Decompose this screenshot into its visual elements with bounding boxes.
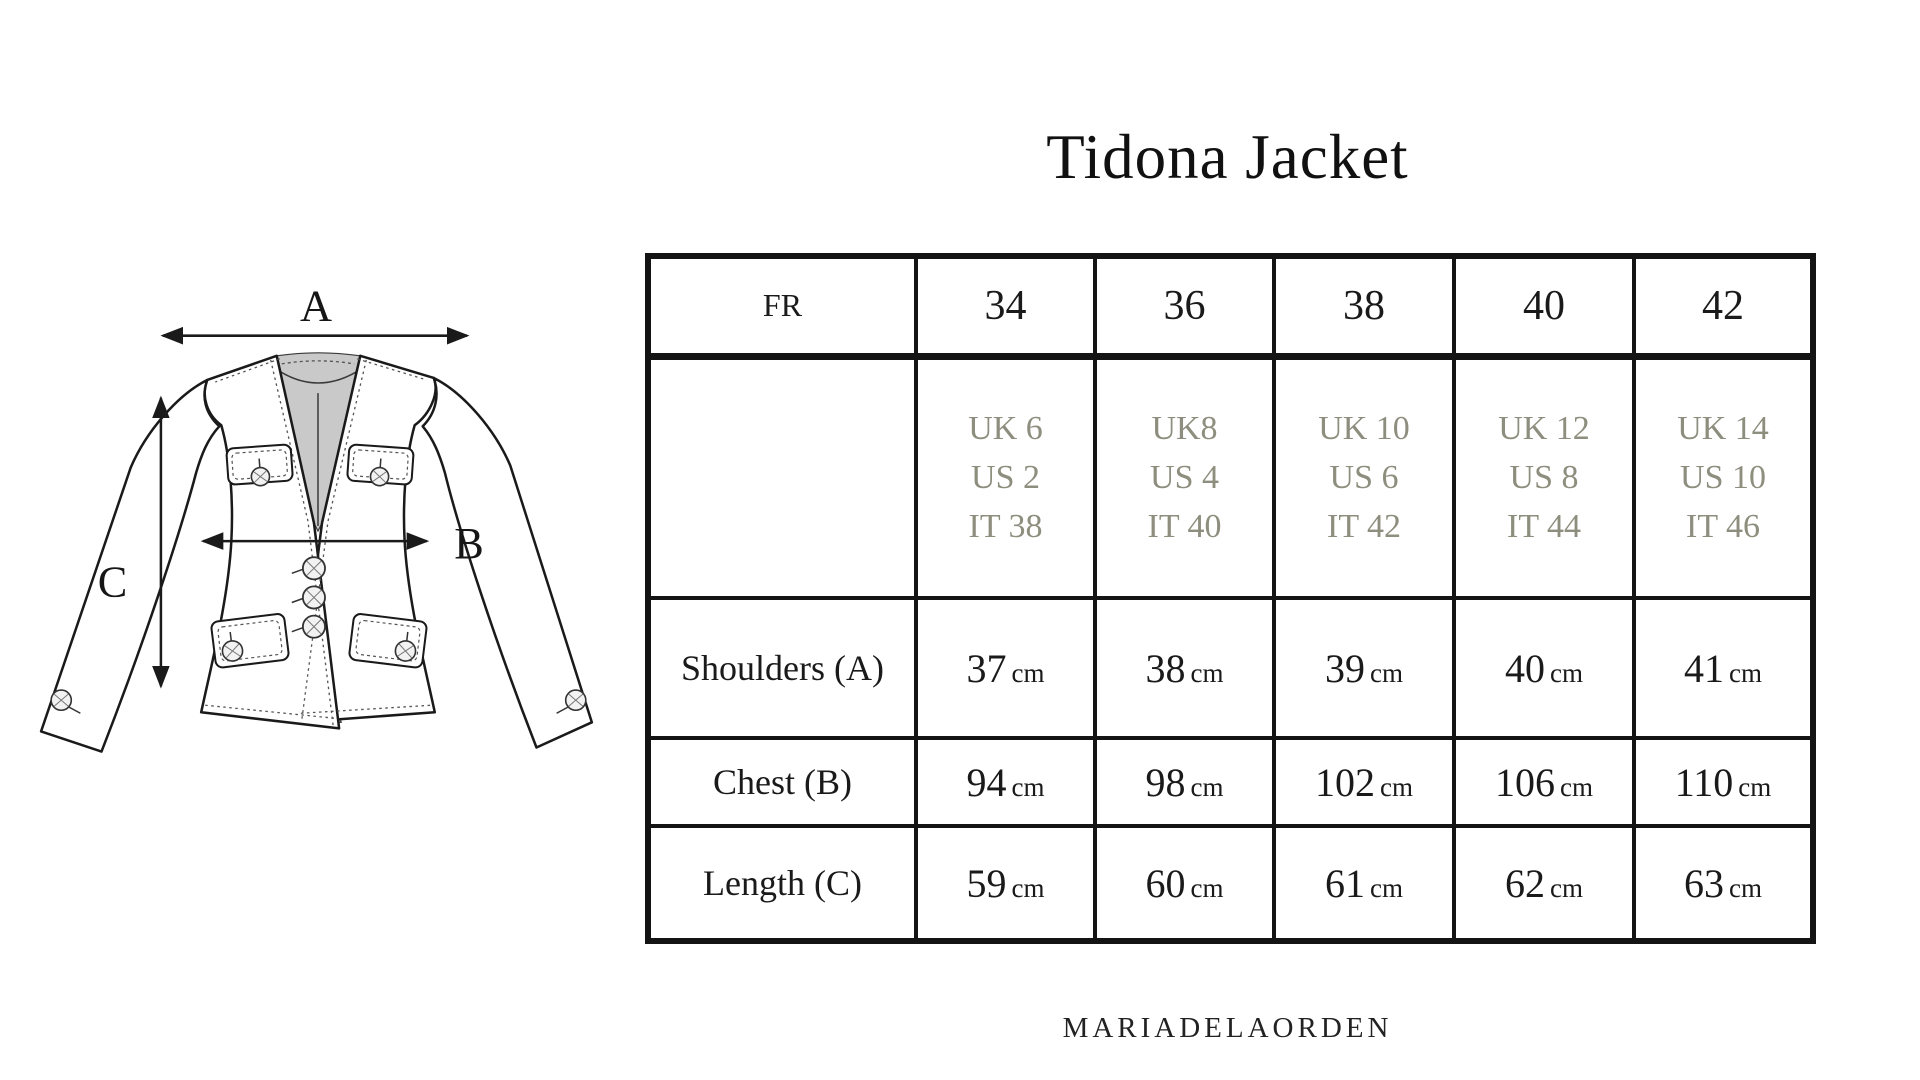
measurement-cell: 41 cm	[1634, 598, 1813, 738]
size-col-header: 38	[1274, 256, 1454, 356]
measurement-row-label: Length (C)	[648, 826, 916, 941]
measurement-row-shoulders	[648, 598, 1813, 738]
measurement-cell: 94 cm	[916, 738, 1095, 826]
jacket-diagram-svg	[28, 266, 612, 790]
us-size: US 4	[1150, 459, 1219, 497]
measurement-cell: 62 cm	[1454, 826, 1634, 941]
measurement-cell: 59 cm	[916, 826, 1095, 941]
arrow-c-label: C	[97, 557, 128, 607]
size-col-header: 36	[1095, 256, 1274, 356]
conversion-empty-cell	[648, 356, 916, 598]
jacket-hip-pocket-left	[211, 613, 290, 668]
us-size: US 8	[1509, 459, 1579, 497]
size-col-header: 34	[916, 256, 1095, 356]
uk-size: UK 6	[968, 410, 1043, 448]
us-size: US 10	[1680, 459, 1766, 497]
uk-size: UK 10	[1318, 410, 1410, 448]
uk-size: UK 12	[1498, 410, 1590, 448]
measurement-cell: 60 cm	[1095, 826, 1274, 941]
size-header-row	[648, 256, 1813, 356]
us-size: US 2	[971, 459, 1040, 497]
size-chart-table	[645, 253, 1816, 944]
measurement-cell: 38 cm	[1095, 598, 1274, 738]
size-col-header: 42	[1634, 256, 1813, 356]
it-size: IT 42	[1327, 508, 1401, 546]
conversion-cell	[916, 356, 1095, 598]
conversion-cell	[1274, 356, 1454, 598]
standard-label-cell	[648, 256, 916, 356]
jacket-chest-pocket-left	[226, 444, 293, 488]
jacket-measurement-diagram	[28, 266, 612, 790]
jacket-hip-pocket-right	[349, 613, 428, 668]
it-size: IT 40	[1147, 508, 1222, 546]
it-size: IT 38	[968, 508, 1043, 546]
measurement-cell: 63 cm	[1634, 826, 1813, 941]
brand-wordmark: MARIADELAORDEN	[1062, 1012, 1393, 1044]
uk-size: UK8	[1151, 410, 1218, 448]
size-col-header: 40	[1454, 256, 1634, 356]
jacket-chest-pocket-right	[347, 444, 414, 488]
standard-label: FR	[762, 287, 803, 324]
measurement-row-label: Shoulders (A)	[648, 598, 916, 738]
jacket-right-sleeve	[423, 378, 592, 748]
measurement-row-length	[648, 826, 1813, 941]
measurement-cell: 110 cm	[1634, 738, 1813, 826]
measurement-cell: 61 cm	[1274, 826, 1454, 941]
arrow-a-label: A	[299, 281, 332, 331]
it-size: IT 44	[1507, 508, 1581, 546]
uk-size: UK 14	[1677, 410, 1769, 448]
arrow-b-label: B	[454, 519, 484, 569]
measurement-row-chest	[648, 738, 1813, 826]
measurement-cell: 106 cm	[1454, 738, 1634, 826]
it-size: IT 46	[1686, 508, 1760, 546]
page-title: Tidona Jacket	[1046, 122, 1409, 192]
us-size: US 6	[1329, 459, 1399, 497]
measurement-cell: 40 cm	[1454, 598, 1634, 738]
conversion-cell	[1095, 356, 1274, 598]
measurement-cell: 37 cm	[916, 598, 1095, 738]
conversion-cell	[1454, 356, 1634, 598]
measurement-cell: 39 cm	[1274, 598, 1454, 738]
measurement-cell: 102 cm	[1274, 738, 1454, 826]
conversion-cell	[1634, 356, 1813, 598]
measurement-cell: 98 cm	[1095, 738, 1274, 826]
size-conversion-row	[648, 356, 1813, 598]
measurement-row-label: Chest (B)	[648, 738, 916, 826]
